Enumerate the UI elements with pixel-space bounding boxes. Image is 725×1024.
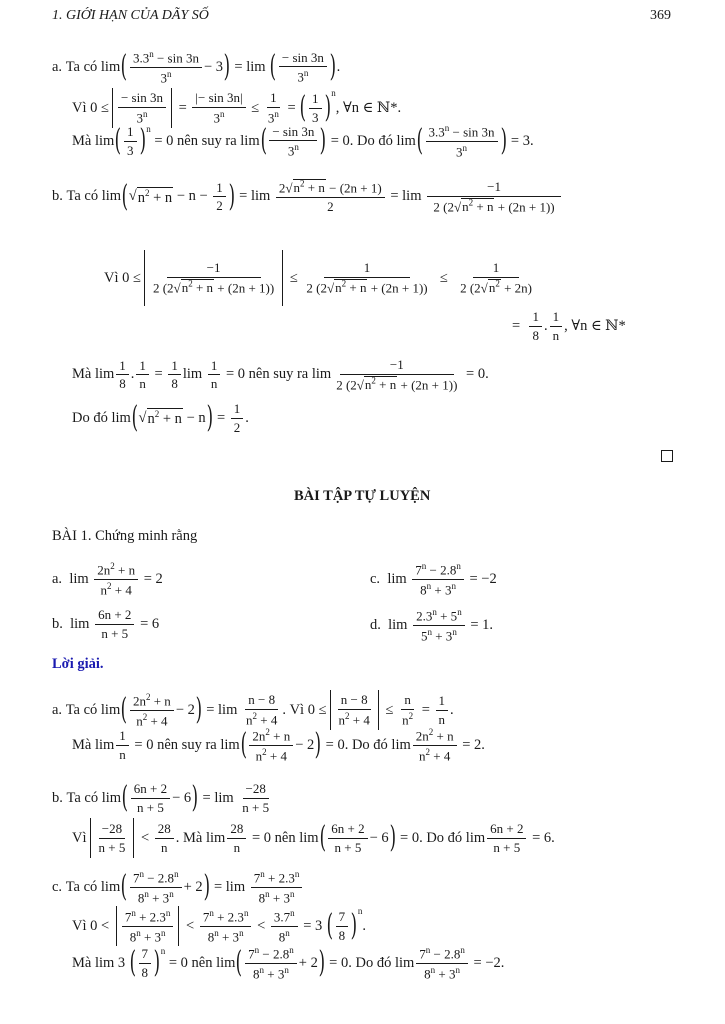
text-do-do: Do đó lim bbox=[357, 132, 416, 149]
sol-label-a: a. bbox=[52, 701, 63, 718]
ex-a-result: = 2 bbox=[143, 570, 163, 587]
label-b: b. bbox=[52, 188, 63, 205]
text-nen-suy-ra-b: nên suy ra lim bbox=[248, 366, 332, 383]
sol-b1: b. Ta có lim ( $\frac{6n + 2}{n + 5}$ − 6 ) = lim $\frac{-28}{n + 5}$ bbox=[52, 780, 270, 816]
sol-b2: Vì $\frac{-28}{n + 5}$ < $\frac{28}{n}$ . Mà lim $\frac{28}{n}$ = 0 nên lim ( $\frac{6n + 2}{n + 5}$ − 6 ) = 0. Do đó lim $\frac{6n + 2}{n + 5}$ = 6. bbox=[72, 818, 555, 858]
ex-label-b: b. bbox=[52, 615, 63, 632]
sol-dodo-c: Do đó lim bbox=[355, 954, 415, 971]
sol-nenlim-c: nên lim bbox=[191, 954, 236, 971]
sol-label-c: c. bbox=[52, 878, 63, 895]
eq-a2: Vì 0 ≤ $\frac{- \sin 3n}{3^n}$ = $\frac{|- \sin 3n|}{3^n}$ ≤ $\frac{1}{3^n}$ = ( $\frac{1}{3}$ ) $^n$ , ∀n ∈ ℕ*. bbox=[72, 88, 401, 128]
sol-vi0-a: Vì 0 ≤ bbox=[289, 701, 327, 718]
sol-malim-a: Mà lim bbox=[72, 736, 115, 753]
eq-b5: Do đó lim ( √ $n^2 + n$ − n ) = $\frac{1}{2}$ . bbox=[72, 400, 249, 436]
sol-c1: c. Ta có lim ( $\frac{7^n - 2.8^n}{8^n + 3^n}$ + 2 ) = lim $\frac{7^n + 2.3^n}{8^n + 3^n}$ bbox=[52, 870, 304, 905]
bai1-heading bbox=[52, 528, 197, 545]
sol-nenlim-b: nên lim bbox=[274, 829, 319, 846]
ex-b: b. lim $\frac{6n + 2}{n + 5}$ = 6 bbox=[52, 607, 160, 641]
text-ma-lim-b: Mà lim bbox=[72, 366, 115, 383]
section-title: BÀI TẬP TỰ LUYỆN bbox=[294, 488, 431, 504]
eq-b2: Vì 0 ≤ $\frac{-1}{2 (2√n^2 + n + (2n + 1))}$ ≤ $\frac{1}{2 (2√n^2 + n + (2n + 1))}$ ≤ $\frac{1}{2 (2√n^2 + 2n)}$ bbox=[104, 250, 537, 306]
ex-c: c. lim $\frac{7^n - 2.8^n}{8^n + 3^n}$ = −2 bbox=[370, 561, 497, 598]
text-forall: , ∀n ∈ ℕ*. bbox=[335, 99, 402, 116]
eq-a3: Mà lim ( $\frac{1}{3}$ ) $^n$ = 0 nên suy ra lim ( $\frac{- \sin 3n}{3^n}$ ) = 0. Do đó lim ( $\frac{3.3^n - \sin 3n}{3^n}$ ) = 3. bbox=[72, 123, 534, 160]
ex-d-result: = 1. bbox=[470, 616, 493, 633]
ex-c-result: = −2 bbox=[469, 570, 497, 587]
text-forall-b: , ∀n ∈ ℕ* bbox=[564, 317, 626, 334]
text-vi0: Vì 0 ≤ bbox=[72, 99, 109, 116]
sol-malim-b: Mà lim bbox=[183, 829, 226, 846]
text-nen-suy-ra: nên suy ra lim bbox=[177, 132, 260, 149]
result-a: = 3. bbox=[510, 132, 534, 149]
sol-b-result: = 6. bbox=[532, 829, 555, 846]
sol-c-result: = −2. bbox=[473, 954, 505, 971]
sol-taco-c: Ta có lim bbox=[65, 878, 121, 895]
text-taco-b: Ta có lim bbox=[66, 188, 122, 205]
sol-vi-b: Vì bbox=[72, 829, 87, 846]
qed-box bbox=[661, 450, 673, 462]
bai1-label: BÀI 1. bbox=[52, 528, 92, 544]
text-taco: Ta có lim bbox=[65, 58, 121, 75]
label-a: a. bbox=[52, 58, 63, 75]
ex-d: d. lim $\frac{2.3^n + 5^n}{5^n + 3^n}$ = 1. bbox=[370, 607, 493, 644]
sol-a2: Mà lim $\frac{1}{n}$ = 0 nên suy ra lim ( $\frac{2n^2 + n}{n^2 + 4}$ − 2 ) = 0. Do đó lim $\frac{2n^2 + n}{n^2 + 4}$ = 2. bbox=[72, 727, 485, 764]
bai1-prove: Chứng minh rằng bbox=[95, 528, 198, 544]
eq-b3: = $\frac{1}{8}$ . $\frac{1}{n}$ , ∀n ∈ ℕ* bbox=[512, 309, 626, 343]
sol-label-b: b. bbox=[52, 789, 63, 806]
page-number: 369 bbox=[650, 8, 671, 23]
sol-malim-c: Mà lim bbox=[72, 954, 115, 971]
eq-a1: a. Ta có lim ( $\frac{3.3^n - \sin 3n}{3^n}$ − 3 ) = lim ( $\frac{- \sin 3n}{3^n}$ ) . bbox=[52, 49, 341, 86]
text-do-do-b: Do đó lim bbox=[72, 409, 131, 426]
sol-a1: a. Ta có lim ( $\frac{2n^2 + n}{n^2 + 4}$ − 2 ) = lim $\frac{n - 8}{n^2 + 4}$ . Vì 0 ≤ $\frac{n - 8}{n^2 + 4}$ ≤ $\frac{n}{n^2}$ = $\frac{1}{n}$ . bbox=[52, 690, 454, 730]
solution-heading: Lời giải. bbox=[52, 656, 104, 672]
sol-nen-a: nên suy ra lim bbox=[157, 736, 240, 753]
text-ma-lim: Mà lim bbox=[72, 132, 115, 149]
sol-c3: Mà lim 3 ( $\frac{7}{8}$ ) $^n$ = 0 nên lim ( $\frac{7^n - 2.8^n}{8^n + 3^n}$ + 2 ) = 0. Do đó lim $\frac{7^n - 2.8^n}{8^n + 3^n}$ = −2. bbox=[72, 945, 505, 982]
chapter-header: 1. GIỚI HẠN CỦA DÃY SỐ bbox=[52, 8, 209, 23]
sol-taco-b: Ta có lim bbox=[66, 789, 122, 806]
sol-dodo-a: Do đó lim bbox=[351, 736, 411, 753]
ex-b-result: = 6 bbox=[140, 615, 160, 632]
text-vi0-b: Vì 0 ≤ bbox=[104, 269, 141, 286]
sol-dodo-b: Do đó lim bbox=[426, 829, 486, 846]
eq-b4: Mà lim $\frac{1}{8}$ . $\frac{1}{n}$ = $\frac{1}{8}$ lim $\frac{1}{n}$ = 0 nên suy ra lim $\frac{-1}{2 (2√n^2 + n + (2n + 1))}$ = 0. bbox=[72, 357, 489, 392]
sol-taco-a: Ta có lim bbox=[65, 701, 121, 718]
ex-label-c: c. bbox=[370, 570, 381, 587]
eq-b1: b. Ta có lim ( √ $n^2 + n$ − n − $\frac{1}{2}$ ) = lim $\frac{2√n^2 + n - (2n + 1)}{2}$ = lim $\frac{-1}{2 (2√n^2 + n + (2n + 1))}$ bbox=[52, 180, 563, 214]
ex-label-d: d. bbox=[370, 616, 381, 633]
ex-label-a: a. bbox=[52, 570, 63, 587]
sol-c2: Vì 0 < $\frac{7^n + 2.3^n}{8^n + 3^n}$ < $\frac{7^n + 2.3^n}{8^n + 3^n}$ < $\frac{3.7^n}{8^n}$ = 3 ( $\frac{7}{8}$ ) $^n$ . bbox=[72, 906, 366, 946]
sol-a-result: = 2. bbox=[462, 736, 485, 753]
ex-a: a. lim $\frac{2n^2 + n}{n^2 + 4}$ = 2 bbox=[52, 561, 163, 598]
